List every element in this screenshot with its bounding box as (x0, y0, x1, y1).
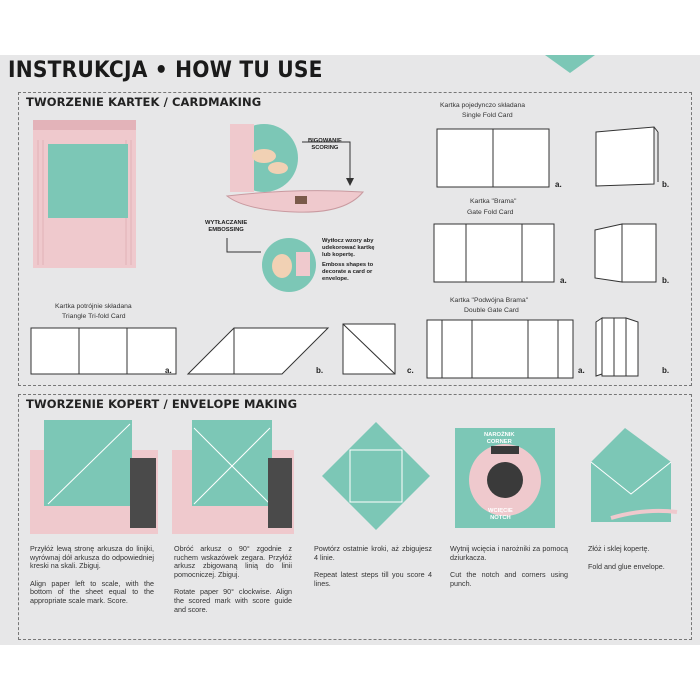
step3-text-en: Repeat latest steps till you score 4 lines. (314, 570, 432, 588)
single-fold-label-a: a. (555, 180, 562, 189)
corner-envelope-graphic (540, 55, 600, 77)
trimmer-board-illustration (30, 120, 140, 270)
tri-fold-diagram (30, 322, 440, 378)
page-title: INSTRUKCJA • HOW TU USE (8, 58, 323, 83)
single-fold-diagram (436, 124, 696, 190)
emboss-note-pl: Wytłocz wzory aby udekorować kartkę lub kopertę. (322, 238, 375, 258)
tri-fold-label-b: b. (316, 366, 324, 375)
corner-label: NAROŻNIK CORNER (484, 432, 515, 445)
embossing-photo (258, 236, 320, 294)
scoring-photo (228, 122, 300, 194)
step5-text (588, 545, 684, 571)
step5-text-pl: Złóż i sklej kopertę. (588, 544, 650, 553)
single-fold-caption-pl: Kartka pojedynczo składana (440, 102, 526, 109)
step4-text-pl: Wytnij wcięcia i narożniki za pomocą dziurkacza. (450, 544, 568, 562)
step2-text-en: Rotate paper 90° clockwise. Align the scored mark with score guide and score. (174, 587, 292, 614)
envelope-step1-illustration (30, 418, 160, 536)
step2-text (174, 545, 292, 614)
emboss-note-en: Emboss shapes to decorate a card or envelope. (322, 262, 374, 282)
tri-fold-label-a: a. (165, 366, 172, 375)
step4-text-en: Cut the notch and corners using punch. (450, 570, 568, 588)
step1-text-en: Align paper left to scale, with the bottom of the sheet equal to the appropriate scale mark. Score. (30, 578, 154, 605)
scoring-connector (300, 130, 360, 190)
step1-text (30, 545, 154, 606)
single-fold-caption-en: Single Fold Card (462, 112, 513, 119)
tri-fold-caption-pl: Kartka potrójnie składana (55, 303, 132, 310)
gate-fold-label-b: b. (662, 276, 670, 285)
envelope-heading: TWORZENIE KOPERT / ENVELOPE MAKING (26, 397, 298, 411)
step4-text (450, 545, 568, 588)
gate-fold-label-a: a. (560, 276, 567, 285)
step2-text-pl: Obróć arkusz o 90° zgodnie z ruchem wskazówek zegara. Przyłóż arkusz zbigowaną linią do linii pomocniczej. Zbiguj. (174, 544, 292, 579)
tri-fold-caption-en: Triangle Tri-fold Card (62, 313, 126, 320)
double-gate-caption-pl: Kartka "Podwójna Brama" (450, 297, 529, 304)
double-gate-caption-en: Double Gate Card (464, 307, 519, 314)
single-fold-label-b: b. (662, 180, 670, 189)
gate-fold-caption-pl: Kartka "Brama" (470, 198, 517, 205)
envelope-step5-illustration (585, 422, 680, 530)
cardmaking-heading: TWORZENIE KARTEK / CARDMAKING (26, 95, 262, 109)
step3-text-pl: Powtórz ostatnie kroki, aż zbigujesz 4 linie. (314, 544, 432, 562)
step3-text (314, 545, 432, 588)
notch-label: WCIĘCIE NOTCH (488, 508, 513, 521)
double-gate-label-b: b. (662, 366, 670, 375)
scoring-label: BIGOWANIE SCORING (308, 138, 342, 151)
double-gate-diagram (426, 316, 676, 380)
step5-text-en: Fold and glue envelope. (588, 561, 665, 571)
tri-fold-label-c: c. (407, 366, 414, 375)
gate-fold-diagram (430, 220, 670, 286)
double-gate-label-a: a. (578, 366, 585, 375)
envelope-step2-illustration (172, 418, 297, 536)
step1-text-pl: Przyłóż lewą stronę arkusza do linijki, wyrównaj dół arkusza do odpowiedniej kreski na skali. Zbiguj. (30, 544, 154, 571)
gate-fold-caption-en: Gate Fold Card (467, 209, 514, 216)
envelope-step3-illustration (320, 420, 432, 532)
embossing-label: WYTŁACZANIE EMBOSSING (205, 220, 248, 233)
